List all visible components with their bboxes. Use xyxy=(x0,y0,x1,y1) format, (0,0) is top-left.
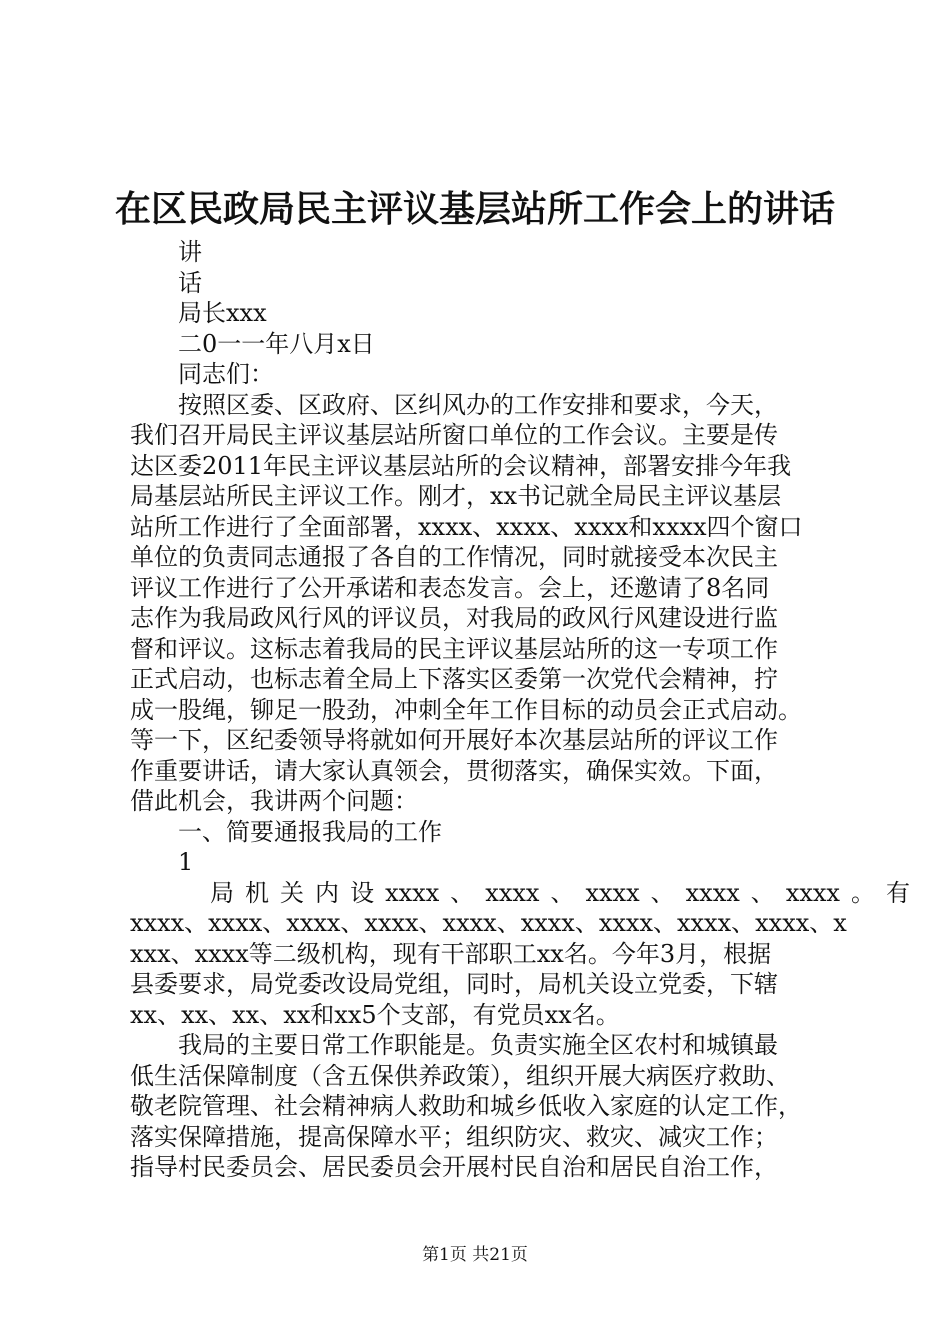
paragraph-line: 按照区委、区政府、区纠风办的工作安排和要求，今天， xyxy=(178,390,778,419)
document-title: 在区民政局民主评议基层站所工作会上的讲话 xyxy=(114,188,835,230)
paragraph-line: 低生活保障制度（含五保供养政策），组织开展大病医疗救助、 xyxy=(130,1061,790,1090)
paragraph-line: 指导村民委员会、居民委员会开展村民自治和居民自治工作， xyxy=(130,1153,778,1181)
paragraph-line: xx、xx、xx、xx和xx5个支部，有党员xx名。 xyxy=(130,1000,620,1029)
paragraph-1 xyxy=(130,390,830,817)
paragraph-line: 达区委2011年民主评议基层站所的会议精神，部署安排今年我 xyxy=(130,451,792,480)
paragraph-line: 成一股绳，铆足一股劲，冲刺全年工作目标的动员会正式启动。 xyxy=(130,695,802,724)
header-line: 讲 xyxy=(178,238,202,266)
paragraph-line: 评议工作进行了公开承诺和表态发言。会上，还邀请了8名同 xyxy=(130,573,770,602)
paragraph-line: 局基层站所民主评议工作。刚才，xx书记就全局民主评议基层 xyxy=(130,482,782,510)
page-footer: 第1页 共21页 xyxy=(422,1245,528,1265)
section-number: 1 xyxy=(178,848,194,876)
salutation-line: 同志们： xyxy=(178,360,274,388)
date-line: 二0一一年八月x日 xyxy=(178,329,375,358)
header-line: 话 xyxy=(178,268,202,297)
paragraph-line: 借此机会，我讲两个问题： xyxy=(130,787,418,815)
paragraph-line: 单位的负责同志通报了各自的工作情况，同时就接受本次民主 xyxy=(130,543,778,571)
paragraph-line: 督和评议。这标志着我局的民主评议基层站所的这一专项工作 xyxy=(130,634,778,663)
paragraph-line: xxx、xxxx等二级机构，现有干部职工xx名。今年3月，根据 xyxy=(130,939,772,968)
paragraph-line: 正式启动，也标志着全局上下落实区委第一次党代会精神，拧 xyxy=(130,665,778,693)
paragraph-2 xyxy=(130,878,910,1031)
paragraph-line: 落实保障措施，提高保障水平；组织防灾、救灾、减灾工作； xyxy=(130,1122,778,1151)
paragraph-line: 我们召开局民主评议基层站所窗口单位的工作会议。主要是传 xyxy=(130,421,778,449)
paragraph-line: 作重要讲话，请大家认真领会，贯彻落实，确保实效。下面， xyxy=(130,756,778,785)
paragraph-line: 我局的主要日常工作职能是。负责实施全区农村和城镇最 xyxy=(178,1031,778,1059)
section-heading: 一、简要通报我局的工作 xyxy=(178,817,442,846)
paragraph-line: 局机关内设xxxx、xxxx、xxxx、xxxx、xxxx。有 xyxy=(210,878,910,907)
paragraph-line: xxxx、xxxx、xxxx、xxxx、xxxx、xxxx、xxxx、xxxx、xxxx、x xyxy=(130,909,847,937)
paragraph-line: 志作为我局政风行风的评议员，对我局的政风行风建设进行监 xyxy=(130,604,778,632)
paragraph-line: 等一下，区纪委领导将就如何开展好本次基层站所的评议工作 xyxy=(130,726,778,754)
paragraph-line: 县委要求，局党委改设局党组，同时，局机关设立党委，下辖 xyxy=(130,970,778,998)
paragraph-line: 站所工作进行了全面部署，xxxx、xxxx、xxxx和xxxx四个窗口 xyxy=(130,512,803,541)
paragraph-line: 敬老院管理、社会精神病人救助和城乡低收入家庭的认定工作， xyxy=(130,1092,802,1120)
document-body xyxy=(130,237,910,1183)
paragraph-3 xyxy=(130,1030,830,1183)
speaker-line: 局长xxx xyxy=(178,299,267,327)
